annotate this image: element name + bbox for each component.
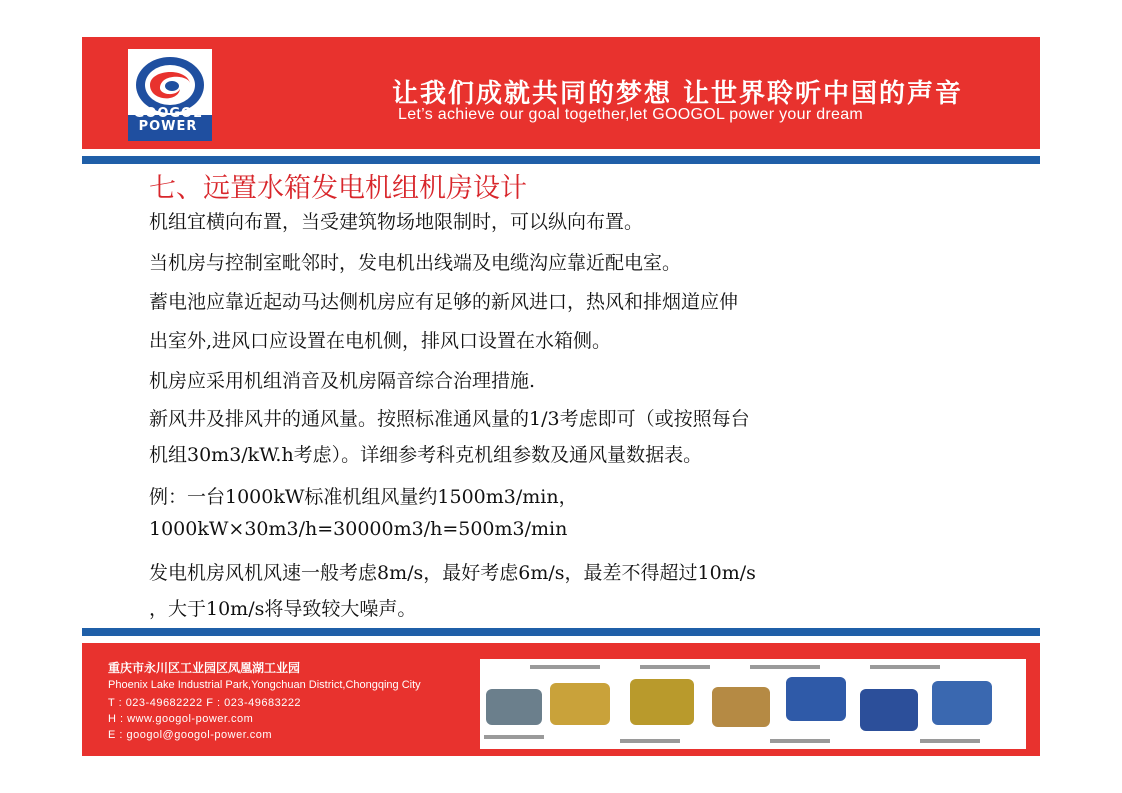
generator-image-7 bbox=[932, 681, 992, 725]
product-caption bbox=[750, 665, 820, 669]
header-banner bbox=[82, 37, 1040, 149]
product-caption bbox=[870, 665, 940, 669]
website-link[interactable]: H : www.googol-power.com bbox=[108, 713, 254, 725]
product-caption bbox=[484, 735, 544, 739]
content-line: 当机房与控制室毗邻时，发电机出线端及电缆沟应靠近配电室。 bbox=[149, 252, 682, 274]
phone-fax: T : 023-49682222 F : 023-49683222 bbox=[108, 697, 302, 709]
footer-banner bbox=[82, 643, 1040, 756]
email-link[interactable]: E : googol@googol-power.com bbox=[108, 729, 273, 741]
content-line: 机组宜横向布置，当受建筑物场地限制时，可以纵向布置。 bbox=[149, 211, 644, 233]
generator-image-5 bbox=[786, 677, 846, 721]
address-chinese: 重庆市永川区工业园区凤凰湖工业园 bbox=[108, 661, 301, 675]
generator-image-6 bbox=[860, 689, 918, 731]
product-image-strip bbox=[480, 659, 1026, 749]
content-line: 例：一台1000kW标准机组风量约1500m3/min， bbox=[149, 486, 578, 508]
generator-image-3 bbox=[630, 679, 694, 725]
content-line: 出室外,进风口应设置在电机侧，排风口设置在水箱侧。 bbox=[149, 330, 612, 352]
slogan-chinese: 让我们成就共同的梦想 让世界聆听中国的声音 bbox=[392, 79, 964, 109]
content-line: 1000kW×30m3/h=30000m3/h=500m3/min bbox=[149, 518, 568, 540]
product-caption bbox=[920, 739, 980, 743]
content-line: 机房应采用机组消音及机房隔音综合治理措施. bbox=[149, 370, 536, 392]
content-line: 发电机房风机风速一般考虑8m/s，最好考虑6m/s，最差不得超过10m/s bbox=[149, 562, 756, 584]
slogan-english: Let’s achieve our goal together,let GOOGOL power your dream bbox=[398, 106, 864, 123]
content-line: 机组30m3/kW.h考虑）。详细参考科克机组参数及通风量数据表。 bbox=[149, 444, 703, 466]
product-caption bbox=[640, 665, 710, 669]
generator-image-1 bbox=[486, 689, 542, 725]
address-english: Phoenix Lake Industrial Park,Yongchuan District,Chongqing City bbox=[108, 679, 421, 691]
logo-wordmark bbox=[120, 107, 216, 133]
product-caption bbox=[770, 739, 830, 743]
bottom-divider bbox=[82, 628, 1040, 636]
generator-image-4 bbox=[712, 687, 770, 727]
content-line: 蓄电池应靠近起动马达侧机房应有足够的新风进口，热风和排烟道应伸 bbox=[149, 291, 739, 313]
product-caption bbox=[620, 739, 680, 743]
content-line: 新风井及排风井的通风量。按照标准通风量的1/3考虑即可（或按照每台 bbox=[149, 408, 750, 430]
product-caption bbox=[530, 665, 600, 669]
content-line: ，大于10m/s将导致较大噪声。 bbox=[149, 598, 417, 620]
generator-image-2 bbox=[550, 683, 610, 725]
top-divider bbox=[82, 156, 1040, 164]
section-title: 七、远置水箱发电机组机房设计 bbox=[149, 173, 527, 204]
logo-text-line2: POWER bbox=[138, 119, 198, 134]
logo-text-line1: GOOGOL bbox=[133, 106, 203, 121]
